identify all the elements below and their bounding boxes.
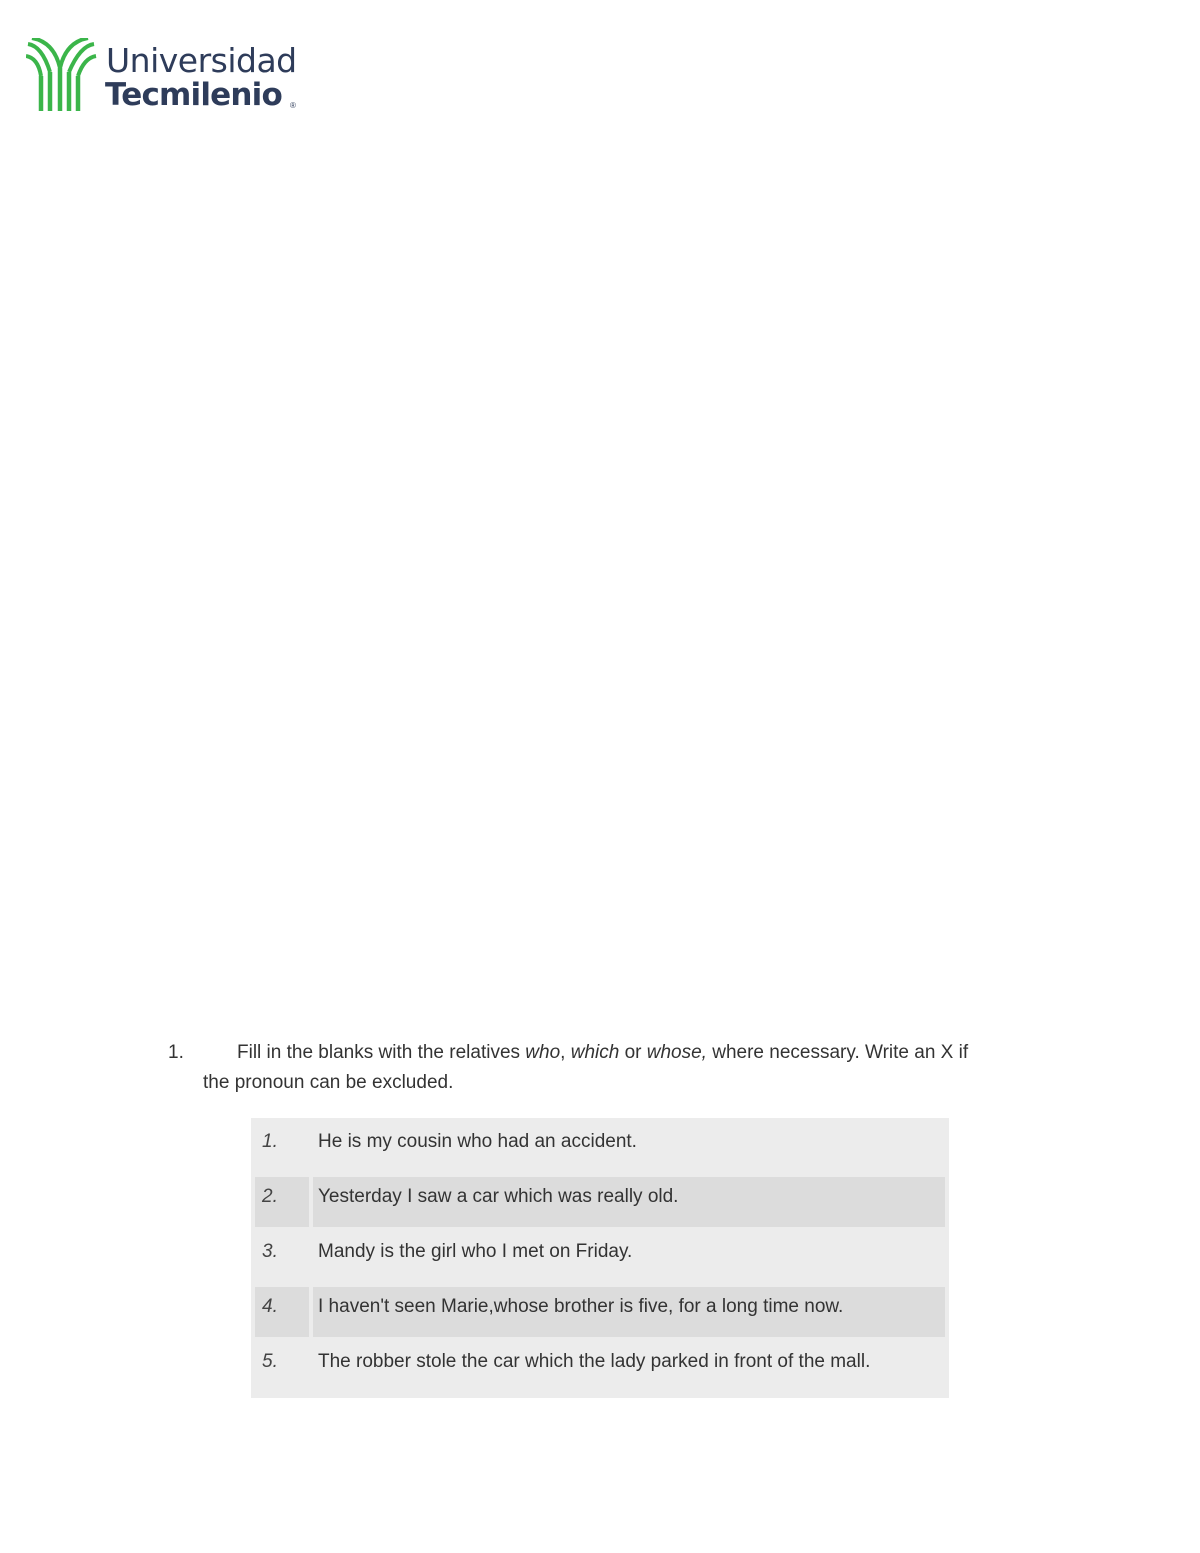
row-sentence-cell bbox=[313, 1122, 945, 1172]
table-row bbox=[251, 1283, 949, 1338]
row-number-cell bbox=[255, 1342, 309, 1392]
exercise-table bbox=[251, 1118, 949, 1398]
logo-registered-mark: ® bbox=[290, 101, 296, 110]
exercise-instruction bbox=[168, 1038, 1048, 1098]
tecmilenio-logo-mark-icon bbox=[26, 38, 98, 112]
row-sentence: Mandy is the girl who I met on Friday. bbox=[318, 1241, 633, 1262]
row-number: 2. bbox=[262, 1186, 278, 1207]
table-row bbox=[251, 1173, 949, 1228]
row-sentence: He is my cousin who had an accident. bbox=[318, 1131, 637, 1152]
instruction-number: 1. bbox=[168, 1042, 184, 1063]
instruction-text-a: Fill in the blanks with the relatives bbox=[237, 1042, 526, 1063]
row-sentence-cell bbox=[313, 1287, 945, 1337]
row-number: 3. bbox=[262, 1241, 278, 1262]
row-number-cell bbox=[255, 1232, 309, 1282]
row-sentence: The robber stole the car which the lady parked in front of the mall. bbox=[318, 1351, 871, 1372]
relative-which: which bbox=[570, 1042, 620, 1063]
instruction-line-1 bbox=[168, 1038, 1048, 1068]
relative-who: who bbox=[525, 1042, 561, 1063]
university-logo bbox=[26, 38, 296, 114]
table-row bbox=[251, 1338, 949, 1393]
row-number-cell bbox=[255, 1177, 309, 1227]
instruction-or: or bbox=[619, 1042, 647, 1063]
row-sentence-cell bbox=[313, 1232, 945, 1282]
row-sentence-cell bbox=[313, 1177, 945, 1227]
row-number: 1. bbox=[262, 1131, 278, 1152]
logo-word-tecmilenio: Tecmilenio bbox=[105, 77, 283, 113]
logo-word-universidad: Universidad bbox=[106, 41, 297, 80]
table-row bbox=[251, 1118, 949, 1173]
row-number: 4. bbox=[262, 1296, 278, 1317]
row-sentence: Yesterday I saw a car which was really old. bbox=[318, 1186, 679, 1207]
table-row bbox=[251, 1228, 949, 1283]
instruction-comma: , bbox=[560, 1042, 571, 1063]
instruction-text-b: where necessary. Write an X if bbox=[706, 1042, 969, 1063]
row-sentence: I haven't seen Marie,whose brother is five, for a long time now. bbox=[318, 1296, 844, 1317]
instruction-line-2: the pronoun can be excluded. bbox=[203, 1072, 454, 1093]
row-sentence-cell bbox=[313, 1342, 945, 1392]
row-number-cell bbox=[255, 1122, 309, 1172]
row-number-cell bbox=[255, 1287, 309, 1337]
row-number: 5. bbox=[262, 1351, 278, 1372]
relative-whose: whose, bbox=[646, 1042, 707, 1063]
